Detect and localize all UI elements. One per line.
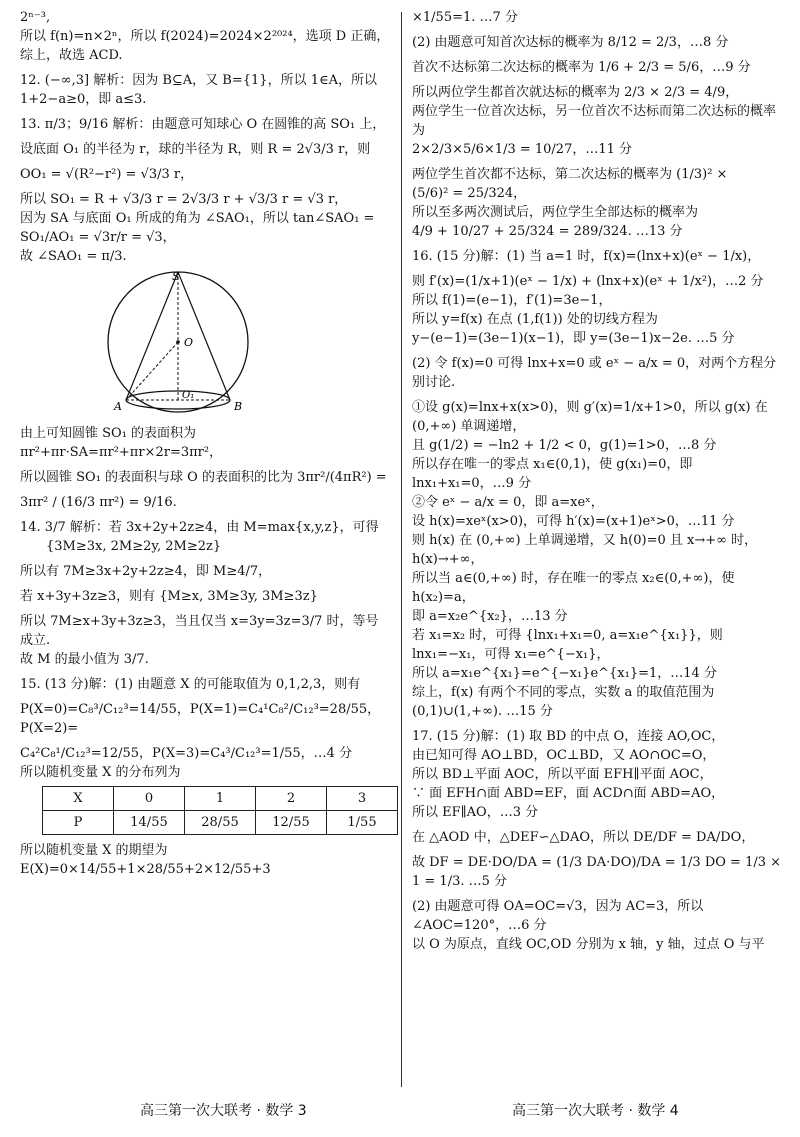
text-line: ∵ 面 EFH∩面 ABD=EF，面 ACD∩面 ABD=AO， [412, 786, 725, 801]
answer-13: 13. π/3；9/16 解析：由题意可知球心 O 在圆锥的高 SO₁ 上， [20, 117, 386, 132]
text-line: 所以 BD⊥平面 AOC，所以平面 EFH∥平面 AOC， [412, 767, 713, 782]
table-cell: 28/55 [185, 811, 256, 835]
table-cell: 3 [327, 787, 398, 811]
text-line: 所以 a=x₁e^{x₁}=e^{−x₁}e^{x₁}=1，…14 分 [412, 666, 717, 681]
text-line: 设 h(x)=xeˣ(x>0)，可得 h′(x)=(x+1)eˣ>0，…11 分 [412, 514, 735, 529]
text-line: 设底面 O₁ 的半径为 r，球的半径为 R，则 R = 2√3/3 r，则 [20, 142, 371, 157]
text-line: 若 x+3y+3z≥3，则有 {M≥x, 3M≥3y, 3M≥3z} [20, 589, 318, 604]
table-cell: X [43, 787, 114, 811]
distribution-table [42, 786, 398, 835]
text-line: 由上可知圆锥 SO₁ 的表面积为 πr²+πr·SA=πr²+πr×2r=3πr²， [20, 426, 223, 460]
answer-15: 15. (13 分)解：(1) 由题意 X 的可能取值为 0,1,2,3，则有 [20, 677, 361, 692]
text-line: y−(e−1)=(3e−1)(x−1)，即 y=(3e−1)x−2e. …5 分 [412, 331, 735, 346]
table-cell: 1 [185, 787, 256, 811]
text-line: 以 O 为原点，直线 OC,OD 分别为 x 轴，y 轴，过点 O 与平 [412, 937, 765, 952]
label-O1: O₁ [182, 390, 195, 401]
label-A: A [114, 400, 122, 413]
formula-line: 所以 SO₁ = R + √3/3 r = 2√3/3 r + √3/3 r = √3 r， [20, 192, 348, 207]
left-column [20, 8, 390, 879]
text-line: 所以存在唯一的零点 x₁∈(0,1)，使 g(x₁)=0，即 lnx₁+x₁=0，…9 分 [412, 457, 693, 491]
answer-16: 16. (15 分)解：(1) 当 a=1 时，f(x)=(lnx+x)(eˣ − 1/x)， [412, 249, 761, 264]
formula-line: (5/6)² = 25/324， [412, 186, 527, 201]
text-line: 所以 y=f(x) 在点 (1,f(1)) 处的切线方程为 [412, 312, 658, 327]
text-line: 两位学生首次都不达标，第二次达标的概率为 (1/3)² × [412, 167, 728, 182]
text-line: (2) 由题意可得 OA=OC=√3，因为 AC=3，所以 ∠AOC=120°，…6 分 [412, 899, 704, 933]
table-cell: P [43, 811, 114, 835]
table-cell: 12/55 [256, 811, 327, 835]
text-line: ①设 g(x)=lnx+x(x>0)，则 g′(x)=1/x+1>0，所以 g(x) 在 (0,+∞) 单调递增， [412, 400, 768, 434]
text-line: 综上，f(x) 有两个不同的零点，实数 a 的取值范围为 (0,1)∪(1,+∞). …15 分 [412, 685, 715, 719]
answer-17: 17. (15 分)解：(1) 取 BD 的中点 O，连接 AO,OC， [412, 729, 725, 744]
column-divider [401, 12, 402, 1087]
text-line: 所以随机变量 X 的分布列为 [20, 765, 181, 780]
text-line: (2) 由题意可知首次达标的概率为 8/12 = 2/3，…8 分 [412, 35, 729, 50]
text-line: 所以 7M≥x+3y+3z≥3，当且仅当 x=3y=3z=3/7 时，等号成立. [20, 614, 379, 648]
page-footer-left: 高三第一次大联考 · 数学 3 [140, 1103, 307, 1119]
text-line: 所以两位学生都首次就达标的概率为 2/3 × 2/3 = 4/9， [412, 85, 739, 100]
text-line: 且 g(1/2) = −ln2 + 1/2 < 0，g(1)=1>0，…8 分 [412, 438, 717, 453]
right-column [412, 8, 784, 954]
formula-line: 则 f′(x)=(1/x+1)(eˣ − 1/x) + (lnx+x)(eˣ + 1/x²)，…2 分 [412, 274, 764, 289]
text-line: 所以圆锥 SO₁ 的表面积与球 O 的表面积的比为 3πr²/(4πR²) = [20, 470, 387, 485]
text-line: 所以 EF∥AO，…3 分 [412, 805, 539, 820]
answer-14: 14. 3/7 解析：若 3x+2y+2z≥4，由 M=max{x,y,z}，可得 [20, 520, 379, 535]
text-line: ②令 eˣ − a/x = 0，即 a=xeˣ， [412, 495, 604, 510]
formula-line: 2×2/3×5/6×1/3 = 10/27，…11 分 [412, 142, 633, 157]
text-line: 由已知可得 AO⊥BD，OC⊥BD，又 AO∩OC=O， [412, 748, 716, 763]
text-line: 首次不达标第二次达标的概率为 1/6 + 2/3 = 5/6，…9 分 [412, 60, 751, 75]
sphere-cone-figure [100, 270, 260, 420]
label-O: O [184, 336, 194, 349]
text-line: 即 a=x₂e^{x₂}，…13 分 [412, 609, 568, 624]
text-line: 综上，故选 ACD. [20, 48, 123, 63]
formula-line: 3πr² / (16/3 πr²) = 9/16. [20, 495, 177, 510]
formula-line: 4/9 + 10/27 + 25/324 = 289/324. …13 分 [412, 224, 683, 239]
formula-line: OO₁ = √(R²−r²) = √3/3 r， [20, 167, 194, 182]
text-line: 因为 SA 与底面 O₁ 所成的角为 ∠SAO₁，所以 tan∠SAO₁ = SO₁/AO₁ = √3r/r = √3， [20, 211, 375, 245]
table-row [43, 811, 398, 835]
text-line: 所以随机变量 X 的期望为 E(X)=0×14/55+1×28/55+2×12/55+3 [20, 843, 271, 877]
text-line: 两位学生一位首次达标，另一位首次不达标而第二次达标的概率为 [412, 104, 777, 138]
text-line: 在 △AOD 中，△DEF∽△DAO，所以 DE/DF = DA/DO， [412, 830, 755, 845]
table-cell: 1/55 [327, 811, 398, 835]
label-S: S [172, 270, 180, 283]
table-cell: 14/55 [114, 811, 185, 835]
text-line: 则 h(x) 在 (0,+∞) 上单调递增，又 h(0)=0 且 x→+∞ 时，h(x)→+∞， [412, 533, 758, 567]
text-line: 所以当 a∈(0,+∞) 时，存在唯一的零点 x₂∈(0,+∞)，使 h(x₂)=a， [412, 571, 735, 605]
formula-line: C₄²C₈¹/C₁₂³=12/55，P(X=3)=C₄³/C₁₂³=1/55，…4 分 [20, 746, 353, 761]
formula-line: 故 DF = DE·DO/DA = (1/3 DA·DO)/DA = 1/3 DO = 1/3 × 1 = 1/3. …5 分 [412, 855, 782, 889]
formula-line: ×1/55=1. …7 分 [412, 10, 518, 25]
text-line: (2) 令 f(x)=0 可得 lnx+x=0 或 eˣ − a/x = 0，对两个方程分别讨论. [412, 356, 777, 390]
text-line: 故 M 的最小值为 3/7. [20, 652, 149, 667]
system-line: {3M≥3x, 2M≥2y, 2M≥2z} [46, 539, 222, 554]
text-line: 2ⁿ⁻³, [20, 10, 51, 25]
table-cell: 2 [256, 787, 327, 811]
text-line: 所以 f(1)=(e−1)，f′(1)=3e−1， [412, 293, 612, 308]
label-B: B [234, 400, 243, 413]
text-line: 所以 f(n)=n×2ⁿ，所以 f(2024)=2024×2²⁰²⁴，选项 D 正确， [20, 29, 390, 44]
answer-12: 12. (−∞,3] 解析：因为 B⊆A，又 B={1}，所以 1∈A，所以 1+2−a≥0，即 a≤3. [20, 73, 377, 107]
table-cell: 0 [114, 787, 185, 811]
text-line: 若 x₁=x₂ 时，可得 {lnx₁+x₁=0, a=x₁e^{x₁}}，则 lnx₁=−x₁，可得 x₁=e^{−x₁}， [412, 628, 723, 662]
page-footer-right: 高三第一次大联考 · 数学 4 [512, 1103, 679, 1119]
table-row [43, 787, 398, 811]
text-line: 所以有 7M≥3x+2y+2z≥4，即 M≥4/7， [20, 564, 272, 579]
formula-line: P(X=0)=C₈³/C₁₂³=14/55，P(X=1)=C₄¹C₈²/C₁₂³=28/55，P(X=2)= [20, 702, 381, 736]
text-line: 故 ∠SAO₁ = π/3. [20, 249, 127, 264]
text-line: 所以至多两次测试后，两位学生全部达标的概率为 [412, 205, 699, 220]
